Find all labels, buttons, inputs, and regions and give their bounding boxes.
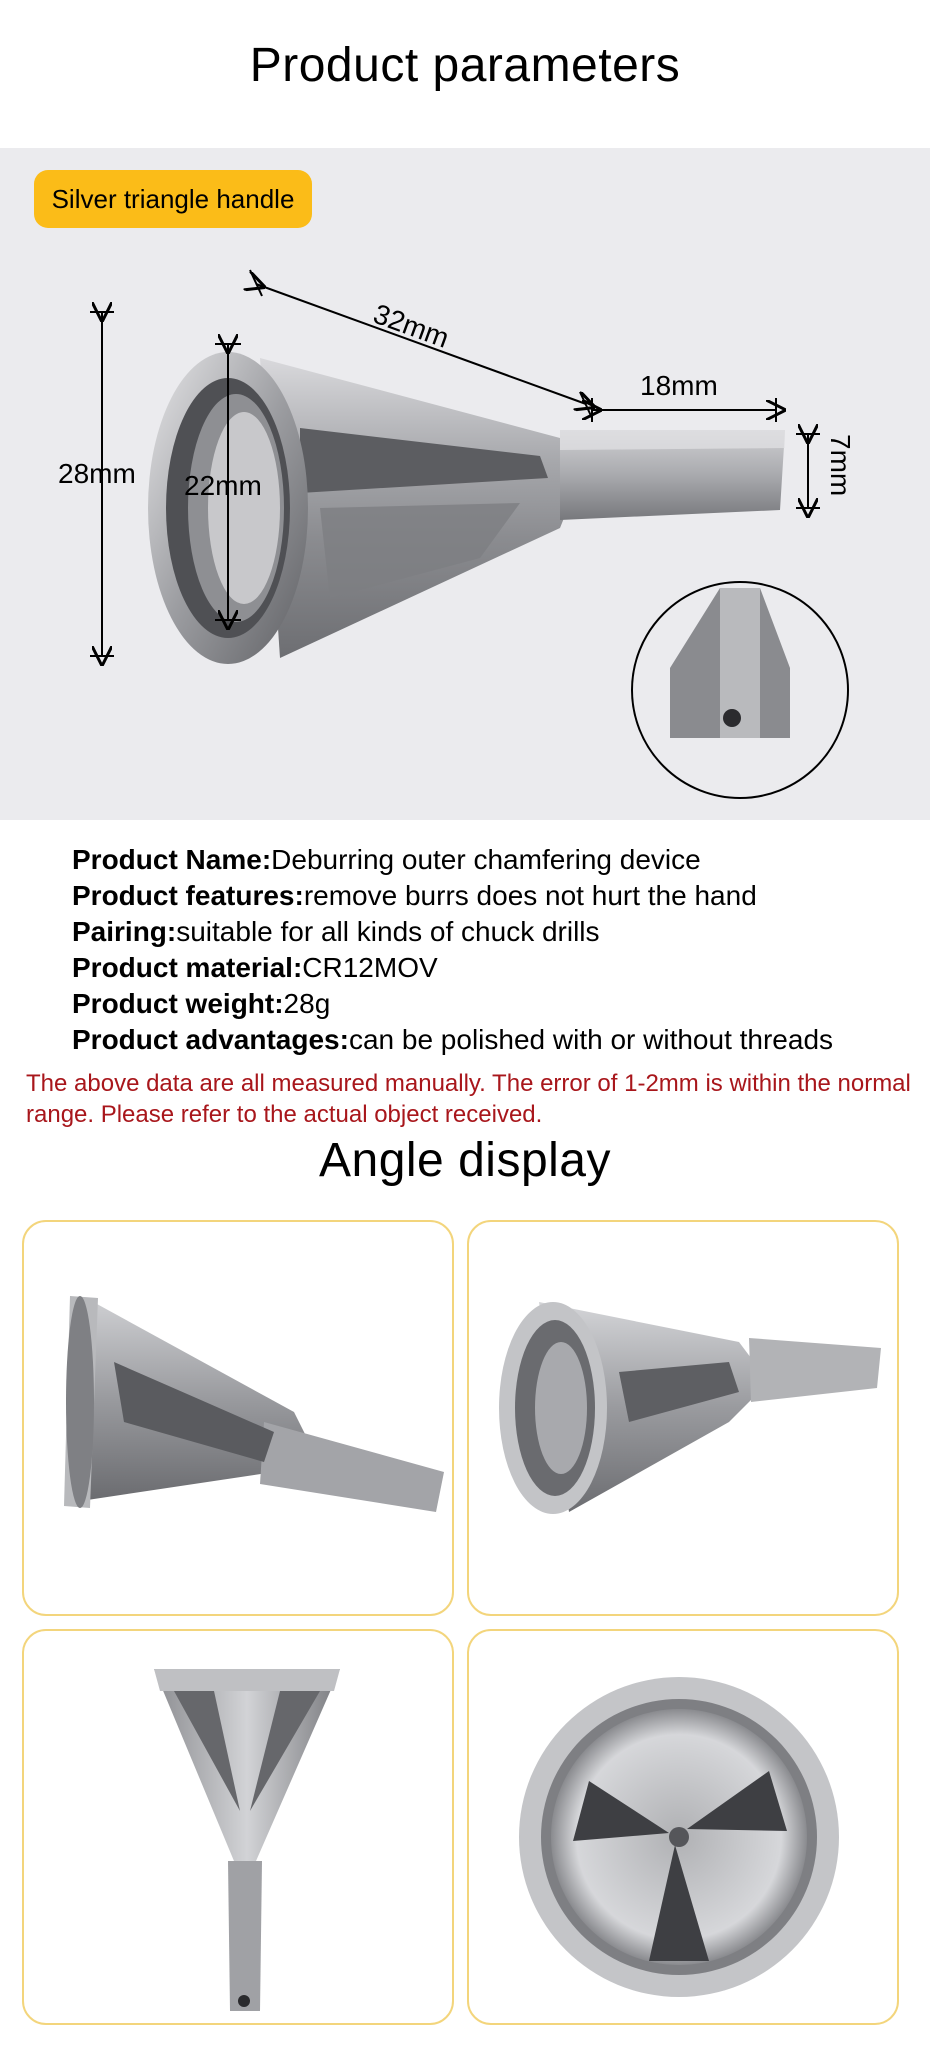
spec-label: Product material: bbox=[72, 952, 303, 983]
spec-list bbox=[72, 842, 833, 1058]
spec-value: CR12MOV bbox=[302, 952, 438, 983]
product-dimension-image bbox=[0, 148, 930, 820]
spec-row bbox=[72, 914, 833, 950]
angle-view-top bbox=[22, 1629, 454, 2025]
length-label: 32mm bbox=[369, 298, 454, 354]
tool-front-view-image bbox=[469, 1631, 899, 2025]
spec-label: Product features: bbox=[72, 880, 304, 911]
spec-row bbox=[72, 986, 833, 1022]
page-title: Product parameters bbox=[249, 39, 681, 92]
spec-label: Product Name: bbox=[72, 844, 272, 875]
spec-row bbox=[72, 950, 833, 986]
spec-value: suitable for all kinds of chuck drills bbox=[176, 916, 600, 947]
measurement-note: The above data are all measured manually. The error of 1-2mm is within the normal range. Please refer to the actual object received. bbox=[26, 1070, 911, 1128]
spec-row bbox=[72, 878, 833, 914]
angle-view-front bbox=[467, 1629, 899, 2025]
shank-width-label: 7mm bbox=[825, 434, 856, 497]
outer-diameter-label: 28mm bbox=[58, 458, 136, 489]
inner-diameter-label: 22mm bbox=[184, 470, 262, 501]
shank-length-label: 18mm bbox=[640, 370, 718, 401]
angle-view-side bbox=[22, 1220, 454, 1616]
spec-row bbox=[72, 842, 833, 878]
spec-value: 28g bbox=[283, 988, 331, 1019]
tool-side-view-image bbox=[24, 1222, 454, 1616]
spec-row bbox=[72, 1022, 833, 1058]
tool-top-view-image bbox=[24, 1631, 454, 2025]
angle-view-front-right bbox=[467, 1220, 899, 1616]
spec-label: Product weight: bbox=[72, 988, 284, 1019]
spec-value: remove burrs does not hurt the hand bbox=[303, 880, 757, 911]
spec-label: Pairing: bbox=[72, 916, 177, 947]
spec-label: Product advantages: bbox=[72, 1024, 349, 1055]
spec-value: Deburring outer chamfering device bbox=[271, 844, 701, 875]
spec-value: can be polished with or without threads bbox=[348, 1024, 834, 1055]
tool-front-right-view-image bbox=[469, 1222, 899, 1616]
angle-display-title: Angle display bbox=[318, 1134, 611, 1187]
handle-type-badge: Silver triangle handle bbox=[34, 170, 312, 228]
deburring-tool-illustration bbox=[0, 148, 930, 820]
